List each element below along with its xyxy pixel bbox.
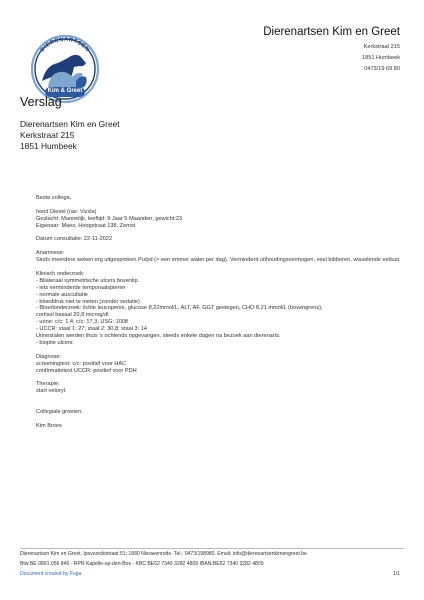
exam-title: Klinisch onderzoek: xyxy=(36,270,85,277)
footer-contact-line: Dierenartsen Kim en Greet. Ipsvoordestraat 51; 1880 Nieuwenrode. Tel.: 0473/198980. Email: info@dierenartsenkimengreet.be xyxy=(20,551,307,557)
exam-line: - Bilateraal symmetrische ulcers bovenlip. xyxy=(36,277,140,284)
created-by-link[interactable]: Document created by Fuga xyxy=(20,571,82,577)
patient-line: Eigenaar: Maes, Hoogstraat 138, Zemst xyxy=(36,222,136,229)
anamnese-title: Anamnese: xyxy=(36,250,65,257)
exam-line: - bioptie ulcers: xyxy=(36,339,74,346)
footer-divider xyxy=(20,548,404,549)
patient-line: hond Diesel (ras: Vizsla) xyxy=(36,208,97,215)
exam-line: - normale auscultatie xyxy=(36,291,88,298)
anamnese-text: Sinds meerdere weken erg uitgesproken Pu/pd (> een emmer water per dag). Verminderd uithoudingsvermogen, veel bibberen, wisselende eetlust. xyxy=(36,257,401,264)
recipient-name: Dierenartsen Kim en Greet xyxy=(20,119,120,129)
exam-line: - Bloedonderzoek: lichte leucopenie, glucose 8,22mmol/L, ALT, AF, GGT gestegen, CHO 8,21 mmol/L (bovengrens), xyxy=(36,305,323,312)
page-number: 1/1 xyxy=(392,571,400,577)
header-street: Kerkstraat 215 xyxy=(363,44,400,50)
svg-text:DIERENARTSEN xyxy=(40,37,91,53)
recipient-street: Kerkstraat 215 xyxy=(20,130,75,140)
exam-line: - urine: c/c: 1,4; c/c: 17,3, USG: 1008 xyxy=(36,319,129,326)
logo-banner-text: Kim & Greet xyxy=(47,88,83,94)
patient-line: Geslacht: Mannelijk, leeftijd: 9 Jaar 5 Maanden, gewicht:23 xyxy=(36,215,183,222)
exam-line: - iets verminderde temporaalspieren xyxy=(36,284,126,291)
closing: Collegiale groeten, xyxy=(36,408,83,415)
diagnose-line: confirmatietest UCCR: positief voor PDH xyxy=(36,367,137,374)
consult-date: Datum consultatie: 22-11-2022 xyxy=(36,236,113,243)
exam-line: cortisol basaal 20,8 microg/dl xyxy=(36,312,109,319)
greeting: Beste collega, xyxy=(36,195,72,201)
therapie-title: Therapie: xyxy=(36,381,60,388)
footer-bank-line: Btw BE 0891 056 846 - RPR Kapelle-op-den-Bos - KBC BE52 7340 3282 4809 IBAN:BE52 7340 3282 4809 xyxy=(20,561,264,567)
diagnose-line: screeningtest: c/c: positief voor HAC xyxy=(36,360,127,367)
exam-line: Urinestalen werden thuis 's ochtends opgevangen, steeds enkele dagen na bezoek aan dierenarts. xyxy=(36,333,281,340)
header-city: 1851 Humbeek xyxy=(362,55,400,61)
header-practice-name: Dierenartsen Kim en Greet xyxy=(263,26,400,38)
diagnose-title: Diagnose: xyxy=(36,353,62,360)
letter-body xyxy=(36,195,406,430)
recipient-city: 1851 Humbeek xyxy=(20,141,77,151)
therapie-line: start vetoryl. xyxy=(36,388,67,395)
header-phone: 0473/19 69 80 xyxy=(364,66,400,72)
logo-arc-text: DIERENARTSEN xyxy=(39,36,91,54)
exam-line: - UCCR: staal 1: 27; staal 2: 30,8; staal 3: 14 xyxy=(36,326,147,333)
exam-line: - bloeddruk niet te meten (zonder sedatie) xyxy=(36,298,140,305)
document-title: Verslag xyxy=(20,95,62,109)
signature: Kim Broes xyxy=(36,422,62,429)
